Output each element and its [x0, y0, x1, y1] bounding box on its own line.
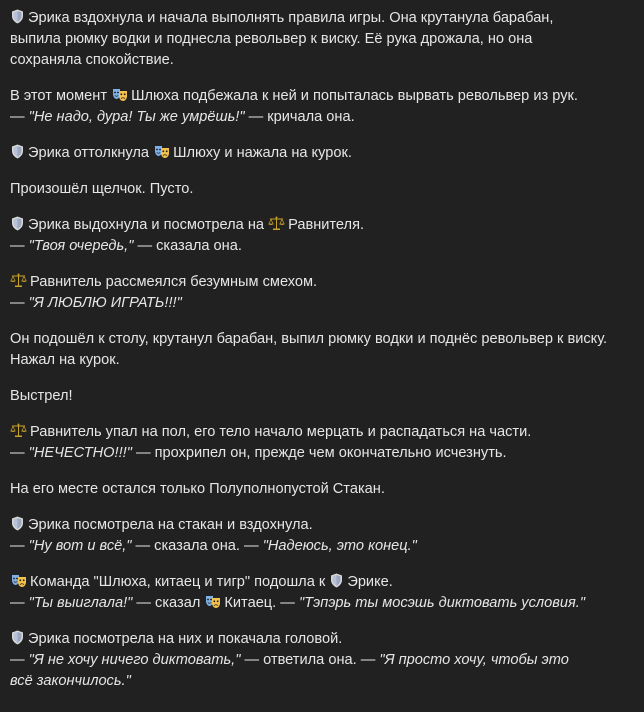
- paragraph-5: [10, 215, 630, 257]
- dialogue-line: [10, 293, 630, 314]
- paragraph-text: На его месте остался только Полуполнопустой Стакан.: [10, 481, 385, 497]
- paragraph-13: [10, 629, 630, 692]
- paragraph-line: [10, 8, 630, 29]
- dialogue-line: [10, 650, 630, 671]
- shield-icon: [330, 573, 343, 588]
- dash: —: [10, 295, 25, 311]
- dialogue-attribution: — прохрипел он, прежде чем окончательно исчезнуть.: [135, 445, 507, 461]
- dialogue-attribution: — кричала она.: [248, 109, 355, 125]
- paragraph-4: [10, 179, 630, 200]
- paragraph-text: Произошёл щелчок. Пусто.: [10, 181, 194, 197]
- paragraph-text: Эрика посмотрела на стакан и вздохнула.: [28, 517, 313, 533]
- dialogue-line: [10, 536, 630, 557]
- shield-icon: [11, 9, 24, 24]
- dash: —: [10, 445, 25, 461]
- paragraph-text: Команда "Шлюха, китаец и тигр" подошла к: [30, 574, 326, 590]
- paragraph-text: Эрика выдохнула и посмотрела на: [28, 217, 265, 233]
- performing-arts-masks-icon: [205, 595, 221, 609]
- dialogue-quote: "Я просто хочу, чтобы это: [379, 652, 569, 668]
- paragraph-text: Равнителя.: [288, 217, 365, 233]
- paragraph-10: [10, 479, 630, 500]
- paragraph-2: [10, 86, 630, 128]
- dialogue-line: [10, 443, 630, 464]
- paragraph-11: [10, 515, 630, 557]
- performing-arts-masks-icon: [112, 88, 128, 102]
- paragraph-text: Равнитель рассмеялся безумным смехом.: [30, 274, 318, 290]
- dialogue-attribution: — сказала она. —: [135, 538, 259, 554]
- paragraph-text: Шлюху и нажала на курок.: [173, 145, 352, 161]
- paragraph-text: Эрике.: [347, 574, 393, 590]
- balance-scale-icon: [10, 273, 27, 288]
- dialogue-attribution: — ответила она. —: [244, 652, 376, 668]
- paragraph-8: [10, 386, 630, 407]
- dialogue-quote: "НЕЧЕСТНО!!!": [28, 445, 132, 461]
- shield-icon: [11, 630, 24, 645]
- dash: —: [10, 109, 25, 125]
- dialogue-attribution: Китаец. —: [224, 595, 295, 611]
- dialogue-quote: всё закончилось.": [10, 673, 131, 689]
- dialogue-quote: "Твоя очередь,": [28, 238, 134, 254]
- paragraph-text: Эрика вздохнула и начала выполнять правила игры. Она крутанула барабан,: [28, 10, 554, 26]
- dialogue-quote: "Я ЛЮБЛЮ ИГРАТЬ!!!": [28, 295, 182, 311]
- balance-scale-icon: [268, 216, 285, 231]
- dialogue-line: [10, 107, 630, 128]
- paragraph-text: Нажал на курок.: [10, 352, 120, 368]
- paragraph-text: Шлюха подбежала к ней и попыталась вырвать револьвер из рук.: [131, 88, 578, 104]
- paragraph-text: Выстрел!: [10, 388, 73, 404]
- shield-icon: [11, 144, 24, 159]
- paragraph-3: [10, 143, 630, 164]
- dialogue-attribution: — сказал: [136, 595, 201, 611]
- paragraph-text: выпила рюмку водки и поднесла револьвер к виску. Её рука дрожала, но она: [10, 31, 533, 47]
- dialogue-attribution: — сказала она.: [137, 238, 242, 254]
- dash: —: [10, 238, 25, 254]
- dialogue-quote: "Надеюсь, это конец.": [262, 538, 417, 554]
- dialogue-quote: "Тэпэрь ты мосэшь диктовать условия.": [298, 595, 585, 611]
- dash: —: [10, 652, 25, 668]
- dialogue-line: [10, 236, 630, 257]
- paragraph-line: [10, 272, 630, 293]
- paragraph-line: [10, 215, 630, 236]
- paragraph-1: [10, 8, 630, 71]
- shield-icon: [11, 216, 24, 231]
- performing-arts-masks-icon: [154, 145, 170, 159]
- dialogue-quote: "Я не хочу ничего диктовать,": [28, 652, 241, 668]
- paragraph-line: [10, 143, 630, 164]
- paragraph-line: [10, 86, 630, 107]
- dialogue-quote: "Ну вот и всё,": [28, 538, 132, 554]
- paragraph-12: [10, 572, 630, 614]
- paragraph-6: [10, 272, 630, 314]
- dialogue-quote: "Ты выиглала!": [28, 595, 133, 611]
- paragraph-line: [10, 572, 630, 593]
- dash: —: [10, 595, 25, 611]
- paragraph-9: [10, 422, 630, 464]
- paragraph-line: [10, 629, 630, 650]
- paragraph-text: Эрика оттолкнула: [28, 145, 149, 161]
- paragraph-line: [10, 515, 630, 536]
- dialogue-line: [10, 593, 630, 614]
- shield-icon: [11, 516, 24, 531]
- paragraph-text: Равнитель упал на пол, его тело начало мерцать и распадаться на части.: [30, 424, 532, 440]
- paragraph-7: [10, 329, 630, 371]
- paragraph-text: Эрика посмотрела на них и покачала головой.: [28, 631, 343, 647]
- dash: —: [10, 538, 25, 554]
- paragraph-text: сохраняла спокойствие.: [10, 52, 174, 68]
- dialogue-quote: "Не надо, дура! Ты же умрёшь!": [28, 109, 245, 125]
- paragraph-line: [10, 422, 630, 443]
- paragraph-text: В этот момент: [10, 88, 108, 104]
- paragraph-text: Он подошёл к столу, крутанул барабан, выпил рюмку водки и поднёс револьвер к виску.: [10, 331, 608, 347]
- balance-scale-icon: [10, 423, 27, 438]
- performing-arts-masks-icon: [11, 574, 27, 588]
